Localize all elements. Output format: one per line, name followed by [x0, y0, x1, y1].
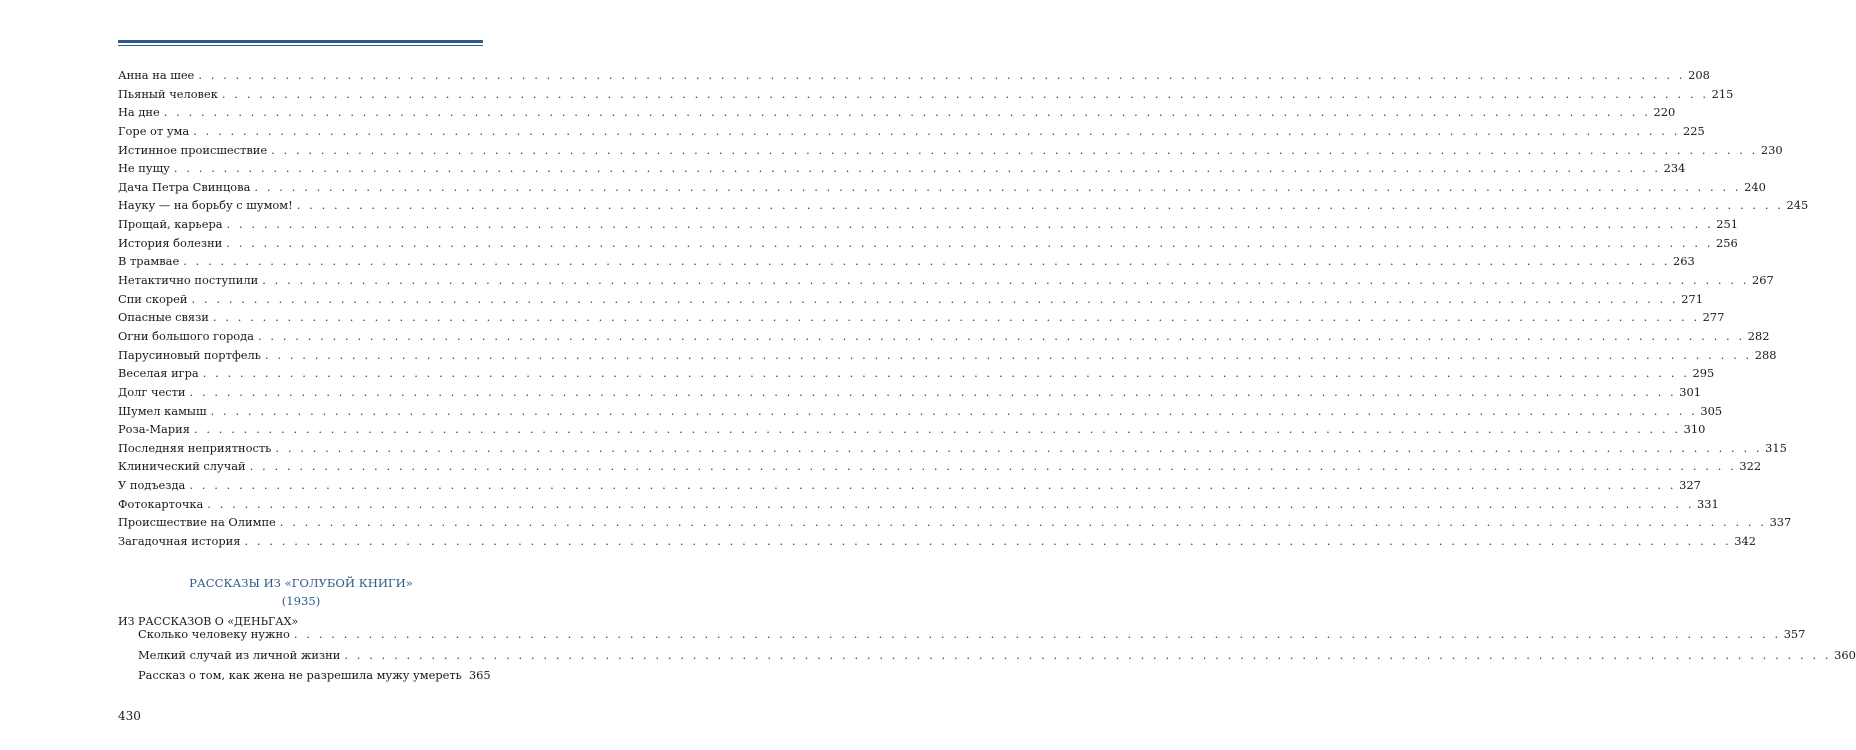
toc-leader-dots: . . . . . . . . . . . . . . . . . . . . . . . . . . . . . . . . . . . . . . . . . . . . . . . . . . . . . . . . . . . . . . . . . . . . . . . . . . . . . . . . . . . . . . . . . . . . . . . . . . . . . . . . . . . . . . . . . . . . . . . .	[191, 291, 1679, 306]
toc-entry-page: 220	[1653, 105, 1676, 120]
toc-entry-page: 225	[1682, 123, 1705, 138]
toc-entry-title: Науку — на борьбу с шумом!	[118, 198, 293, 213]
toc-entry	[118, 103, 1676, 122]
toc-leader-dots: . . . . . . . . . . . . . . . . . . . . . . . . . . . . . . . . . . . . . . . . . . . . . . . . . . . . . . . . . . . . . . . . . . . . . . . . . . . . . . . . . . . . . . . . . . . . . . . . . . . . . . . . . . . . . . . . . . . . . . . .	[189, 384, 1677, 399]
toc-entry	[138, 624, 1806, 645]
toc-entry-title: Происшествие на Олимпе	[118, 515, 276, 530]
toc-leader-dots: . . . . . . . . . . . . . . . . . . . . . . . . . . . . . . . . . . . . . . . . . . . . . . . . . . . . . . . . . . . . . . . . . . . . . . . . . . . . . . . . . . . . . . . . . . . . . . . . . . . . . . . . . . . . . . . . . . . . . . . .	[202, 366, 1690, 381]
toc-leader-dots: . . . . . . . . . . . . . . . . . . . . . . . . . . . . . . . . . . . . . . . . . . . . . . . . . . . . . . . . . . . . . . . . . . . . . . . . . . . . . . . . . . . . . . . . . . . . . . . . . . . . . . . . . . . . . . . . . . . . . . . .	[207, 496, 1695, 511]
toc-leader-dots: . . . . . . . . . . . . . . . . . . . . . . . . . . . . . . . . . . . . . . . . . . . . . . . . . . . . . . . . . . . . . . . . . . . . . . . . . . . . . . . . . . . . . . . . . . . . . . . . . . . . . . . . . . . . . . . . . . . . . . . .	[275, 440, 1763, 455]
toc-entry	[138, 645, 1856, 666]
toc-leader-dots: . . . . . . . . . . . . . . . . . . . . . . . . . . . . . . . . . . . . . . . . . . . . . . . . . . . . . . . . . . . . . . . . . . . . . . . . . . . . . . . . . . . . . . . . . . . . . . . . . . . . . . . . . . . . . . . . . . . . . . . .	[344, 647, 1832, 662]
toc-entry-page: 327	[1679, 478, 1701, 493]
toc-entry-page: 208	[1688, 68, 1710, 82]
toc-entry-page: 282	[1747, 328, 1770, 343]
toc-leader-dots: . . . . . . . . . . . . . . . . . . . . . . . . . . . . . . . . . . . . . . . . . . . . . . . . . . . . . . . . . . . . . . . . . . . . . . . . . . . . . . . . . . . . . . . . . . . . . . . . . . . . . . . . . . . . . . . . . . . . . . . .	[189, 478, 1677, 493]
toc-entry	[118, 66, 1710, 85]
toc-entry-page: 271	[1681, 291, 1704, 306]
toc-entry	[118, 495, 1719, 514]
toc-entry-page: 263	[1672, 254, 1695, 269]
toc-entry-page: 295	[1692, 366, 1715, 381]
toc-entry	[118, 457, 1762, 476]
subsection-toc-list	[138, 624, 1856, 686]
toc-leader-dots: . . . . . . . . . . . . . . . . . . . . . . . . . . . . . . . . . . . . . . . . . . . . . . . . . . . . . . . . . . . . . . . . . . . . . . . . . . . . . . . . . . . . . . . . . . . . . . . . . . . . . . . . . . . . . . . . . . . . . . . .	[183, 254, 1670, 269]
toc-entry	[138, 665, 491, 686]
toc-entry	[118, 159, 1686, 178]
toc-entry-title: Последняя неприятность	[118, 440, 272, 455]
toc-entry	[118, 439, 1787, 458]
toc-entry-page: 322	[1739, 459, 1762, 474]
toc-entry-title: Парусиновый портфель	[118, 347, 261, 362]
toc-entry	[118, 346, 1777, 365]
toc-entry	[118, 532, 1756, 551]
toc-entry	[118, 234, 1738, 253]
toc-entry	[118, 420, 1706, 439]
toc-leader-dots: . . . . . . . . . . . . . . . . . . . . . . . . . . . . . . . . . . . . . . . . . . . . . . . . . . . . . . . . . . . . . . . . . . . . . . . . . . . . . . . . . . . . . . . . . . . . . . . . . . . . . . . . . . . . . . . . . . . . . . . .	[296, 198, 1784, 213]
toc-leader-dots: . . . . . . . . . . . . . . . . . . . . . . . . . . . . . . . . . . . . . . . . . . . . . . . . . . . . . . . . . . . . . . . . . . . . . . . . . . . . . . . . . . . . . . . . . . . . . . . . . . . . . . . . . . . . . . . . . . . . . . . .	[193, 422, 1681, 437]
toc-entry-title: Дача Петра Свинцова	[118, 179, 251, 194]
toc-entry	[118, 327, 1770, 346]
subsection-heading: ИЗ РАССКАЗОВ О «ДЕНЬГАХ»	[118, 615, 299, 628]
toc-entry-title: В трамвае	[118, 254, 180, 269]
toc-entry-title: Мелкий случай из личной жизни	[138, 647, 341, 662]
toc-entry-title: Шумел камыш	[118, 403, 207, 418]
toc-entry-title: Прощай, карьера	[118, 217, 223, 232]
toc-entry-title: Долг чести	[118, 384, 186, 399]
toc-entry	[118, 85, 1734, 104]
toc-entry-title: Истинное происшествие	[118, 142, 268, 157]
toc-entry-title: На дне	[118, 105, 160, 120]
toc-entry	[118, 252, 1695, 271]
toc-entry-page: 240	[1744, 179, 1766, 194]
toc-entry-title: Огни большого города	[118, 328, 254, 343]
toc-list	[118, 66, 1809, 551]
toc-entry-page: 230	[1760, 142, 1783, 157]
toc-entry-page: 305	[1700, 403, 1723, 418]
toc-entry-title: Веселая игра	[118, 366, 199, 381]
toc-entry-page: 360	[1834, 647, 1856, 662]
toc-entry-title: Горе от ума	[118, 123, 190, 138]
toc-entry	[118, 383, 1702, 402]
toc-entry-title: Не пущу	[118, 161, 170, 176]
toc-leader-dots: . . . . . . . . . . . . . . . . . . . . . . . . . . . . . . . . . . . . . . . . . . . . . . . . . . . . . . . . . . . . . . . . . . . . . . . . . . . . . . . . . . . . . . . . . . . . . . . . . . . . . . . . . . . . . . . . . . . . . . . .	[226, 217, 1714, 232]
toc-entry-page: 310	[1683, 422, 1706, 437]
toc-entry-page: 215	[1711, 86, 1734, 101]
toc-entry-page: 277	[1702, 310, 1725, 325]
toc-entry-title: Пьяный человек	[118, 86, 218, 101]
toc-entry-title: Анна на шее	[118, 68, 195, 82]
toc-entry-page: 365	[468, 668, 491, 682]
toc-entry	[118, 196, 1809, 215]
toc-entry-page: 288	[1754, 347, 1777, 362]
toc-entry	[118, 215, 1739, 234]
toc-entry-page: 245	[1786, 198, 1809, 213]
toc-entry	[118, 141, 1783, 160]
toc-entry-page: 331	[1697, 496, 1719, 511]
toc-entry	[118, 364, 1715, 383]
toc-entry-page: 256	[1716, 235, 1738, 250]
toc-entry-title: Нетактично поступили	[118, 273, 259, 288]
toc-entry-title: Загадочная история	[118, 534, 241, 549]
toc-leader-dots: . . . . . . . . . . . . . . . . . . . . . . . . . . . . . . . . . . . . . . . . . . . . . . . . . . . . . . . . . . . . . . . . . . . . . . . . . . . . . . . . . . . . . . . . . . . . . . . . . . . . . . . . . . . . . . . . . . . . . . . .	[249, 459, 1737, 474]
toc-leader-dots: . . . . . . . . . . . . . . . . . . . . . . . . . . . . . . . . . . . . . . . . . . . . . . . . . . . . . . . . . . . . . . . . . . . . . . . . . . . . . . . . . . . . . . . . . . . . . . . . . . . . . . . . . . . . . . . . . . . . . . . .	[244, 534, 1732, 549]
toc-leader-dots: . . . . . . . . . . . . . . . . . . . . . . . . . . . . . . . . . . . . . . . . . . . . . . . . . . . . . . . . . . . . . . . . . . . . . . . . . . . . . . . . . . . . . . . . . . . . . . . . . . . . . . . . . . . . . . . . . . . . . . . .	[279, 515, 1767, 530]
toc-leader-dots: . . . . . . . . . . . . . . . . . . . . . . . . . . . . . . . . . . . . . . . . . . . . . . . . . . . . . . . . . . . . . . . . . . . . . . . . . . . . . . . . . . . . . . . . . . . . . . . . . . . . . . . . . . . . . . . . . . . . . . . .	[293, 627, 1781, 641]
toc-entry-title: Сколько человеку нужно	[138, 627, 290, 641]
page-number: 430	[118, 709, 141, 723]
section-heading: РАССКАЗЫ ИЗ «ГОЛУБОЙ КНИГИ»	[189, 576, 413, 590]
toc-entry	[118, 308, 1725, 327]
toc-leader-dots: . . . . . . . . . . . . . . . . . . . . . . . . . . . . . . . . . . . . . . . . . . . . . . . . . . . . . . . . . . . . . . . . . . . . . . . . . . . . . . . . . . . . . . . . . . . . . . . . . . . . . . . . . . . . . . . . . . . . . . . .	[257, 328, 1745, 343]
header-rule-thin	[118, 45, 483, 46]
toc-leader-dots: . . . . . . . . . . . . . . . . . . . . . . . . . . . . . . . . . . . . . . . . . . . . . . . . . . . . . . . . . . . . . . . . . . . . . . . . . . . . . . . . . . . . . . . . . . . . . . . . . . . . . . . . . . . . . . . . . . . . . . . .	[193, 123, 1680, 138]
toc-entry	[118, 513, 1792, 532]
toc-entry-title: Клинический случай	[118, 459, 246, 474]
toc-leader-dots: . . . . . . . . . . . . . . . . . . . . . . . . . . . . . . . . . . . . . . . . . . . . . . . . . . . . . . . . . . . . . . . . . . . . . . . . . . . . . . . . . . . . . . . . . . . . . . . . . . . . . . . . . . . . . . . . . . . . . . . .	[271, 142, 1758, 157]
toc-entry-page: 342	[1734, 534, 1756, 549]
toc-leader-dots: . . . . . . . . . . . . . . . . . . . . . . . . . . . . . . . . . . . . . . . . . . . . . . . . . . . . . . . . . . . . . . . . . . . . . . . . . . . . . . . . . . . . . . . . . . . . . . . . . . . . . . . . . . . . . . . . . . . . . . . .	[254, 179, 1742, 194]
toc-entry-page: 337	[1769, 515, 1792, 530]
toc-entry-page: 357	[1783, 627, 1806, 641]
header-rule-thick	[118, 40, 483, 43]
toc-leader-dots: . . . . . . . . . . . . . . . . . . . . . . . . . . . . . . . . . . . . . . . . . . . . . . . . . . . . . . . . . . . . . . . . . . . . . . . . . . . . . . . . . . . . . . . . . . . . . . . . . . . . . . . . . . . . . . . . . . . . . . . .	[221, 86, 1709, 101]
toc-leader-dots: . . . . . . . . . . . . . . . . . . . . . . . . . . . . . . . . . . . . . . . . . . . . . . . . . . . . . . . . . . . . . . . . . . . . . . . . . . . . . . . . . . . . . . . . . . . . . . . . . . . . . . . . . . . . . . . . . . . . . . . .	[262, 273, 1749, 288]
toc-entry-page: 301	[1679, 384, 1702, 399]
toc-entry-title: Роза-Мария	[118, 422, 190, 437]
toc-leader-dots: . . . . . . . . . . . . . . . . . . . . . . . . . . . . . . . . . . . . . . . . . . . . . . . . . . . . . . . . . . . . . . . . . . . . . . . . . . . . . . . . . . . . . . . . . . . . . . . . . . . . . . . . . . . . . . . . . . . . . . . .	[163, 105, 1651, 120]
toc-leader-dots: . . . . . . . . . . . . . . . . . . . . . . . . . . . . . . . . . . . . . . . . . . . . . . . . . . . . . . . . . . . . . . . . . . . . . . . . . . . . . . . . . . . . . . . . . . . . . . . . . . . . . . . . . . . . . . . . . . . . . . . .	[226, 235, 1714, 250]
toc-entry	[118, 178, 1766, 197]
toc-entry-page: 315	[1765, 440, 1787, 455]
toc-entry-title: Опасные связи	[118, 310, 209, 325]
toc-entry	[118, 402, 1723, 421]
toc-entry-page: 251	[1716, 217, 1739, 232]
toc-entry	[118, 122, 1705, 141]
toc-entry	[118, 271, 1774, 290]
toc-entry	[118, 476, 1701, 495]
toc-leader-dots: . . . . . . . . . . . . . . . . . . . . . . . . . . . . . . . . . . . . . . . . . . . . . . . . . . . . . . . . . . . . . . . . . . . . . . . . . . . . . . . . . . . . . . . . . . . . . . . . . . . . . . . . . . . . . . . . . . . . . . . .	[198, 68, 1686, 82]
toc-leader-dots: . . . . . . . . . . . . . . . . . . . . . . . . . . . . . . . . . . . . . . . . . . . . . . . . . . . . . . . . . . . . . . . . . . . . . . . . . . . . . . . . . . . . . . . . . . . . . . . . . . . . . . . . . . . . . . . . . . . . . . . .	[264, 347, 1752, 362]
toc-leader-dots: . . . . . . . . . . . . . . . . . . . . . . . . . . . . . . . . . . . . . . . . . . . . . . . . . . . . . . . . . . . . . . . . . . . . . . . . . . . . . . . . . . . . . . . . . . . . . . . . . . . . . . . . . . . . . . . . . . . . . . . .	[210, 403, 1698, 418]
toc-entry-title: Спи скорей	[118, 291, 188, 306]
section-year: (1935)	[281, 594, 321, 608]
toc-entry-page: 267	[1752, 273, 1774, 288]
toc-leader-dots: . . . . . . . . . . . . . . . . . . . . . . . . . . . . . . . . . . . . . . . . . . . . . . . . . . . . . . . . . . . . . . . . . . . . . . . . . . . . . . . . . . . . . . . . . . . . . . . . . . . . . . . . . . . . . . . . . . . . . . . .	[212, 310, 1700, 325]
toc-entry-title: Рассказ о том, как жена не разрешила мужу умереть	[138, 668, 462, 682]
toc-entry-title: История болезни	[118, 235, 223, 250]
toc-entry	[118, 290, 1704, 309]
toc-entry-title: У подъезда	[118, 478, 186, 493]
toc-entry-title: Фотокарточка	[118, 496, 204, 511]
toc-entry-page: 234	[1663, 161, 1686, 176]
toc-leader-dots: . . . . . . . . . . . . . . . . . . . . . . . . . . . . . . . . . . . . . . . . . . . . . . . . . . . . . . . . . . . . . . . . . . . . . . . . . . . . . . . . . . . . . . . . . . . . . . . . . . . . . . . . . . . . . . . . . . . . . . . .	[173, 161, 1661, 176]
